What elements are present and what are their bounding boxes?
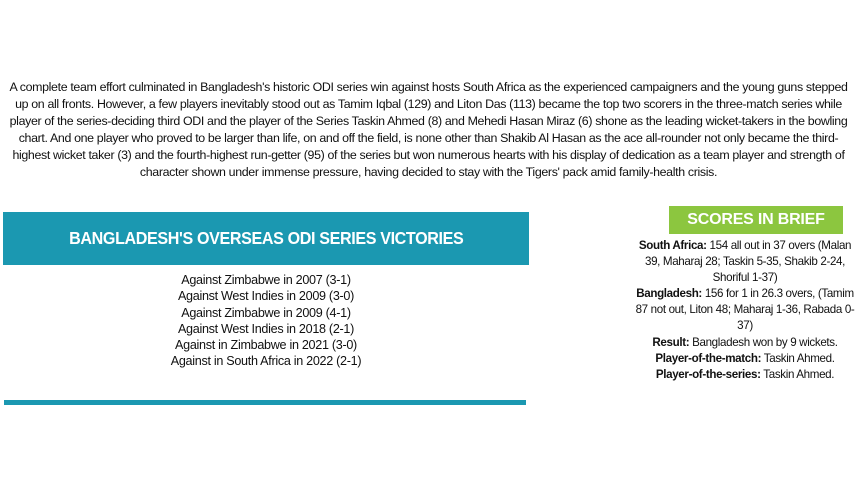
south-africa-label: South Africa:	[638, 239, 707, 252]
result-line	[633, 335, 857, 351]
victories-banner	[3, 212, 529, 265]
scores-title: SCORES IN BRIEF	[687, 211, 825, 228]
scores-body	[633, 238, 857, 383]
player-of-series-text: Taskin Ahmed.	[760, 367, 835, 381]
player-of-match-text: Taskin Ahmed.	[761, 351, 835, 365]
player-of-series-label: Player-of-the-series:	[655, 367, 761, 381]
list-item: Against in Zimbabwe in 2021 (3-0)	[175, 338, 357, 353]
list-item: Against in South Africa in 2022 (2-1)	[170, 354, 362, 369]
intro-paragraph: A complete team effort culminated in Bangladesh's historic ODI series win against hosts South Africa as the experienced campaigners and the young guns stepped up on all fronts. However, a few players inevitably stood out as Tamim Iqbal (129) and Liton Das (113) became the top two scorers in the three-match series while player of the series-deciding third ODI and the player of the Series Taskin Ahmed (8) and Mehedi Hasan Miraz (6) shone as the leading wicket-takers in the bowling chart. And one player who proved to be larger than life, on and off the field, is none other than Shakib Al Hasan as the ace all-rounder not only became the third-highest wicket taker (3) and the fourth-highest run-getter (95) of the series but won numerous hearts with his display of dedication as a team player and strength of character shown under immense pressure, having decided to stay with the Tigers' pack amid family-health crisis.	[9, 80, 848, 179]
victories-divider	[4, 400, 526, 405]
list-item: Against Zimbabwe in 2007 (3-1)	[181, 273, 351, 287]
list-item: Against West Indies in 2018 (2-1)	[177, 321, 355, 336]
bangladesh-label: Bangladesh:	[636, 287, 702, 301]
player-of-series-line	[633, 367, 857, 383]
player-of-match-label: Player-of-the-match:	[655, 351, 762, 365]
south-africa-text: 154 all out in 37 overs (Malan 39, Maharaj 28; Taskin 5-35, Shakib 2-24, Shoriful 1-37)	[644, 239, 852, 285]
list-item: Against West Indies in 2009 (3-0)	[177, 289, 355, 304]
player-of-match-line	[633, 351, 857, 367]
victories-list	[3, 272, 529, 370]
list-item: Against Zimbabwe in 2009 (4-1)	[181, 305, 351, 320]
south-africa-score	[633, 238, 857, 286]
result-label: Result:	[652, 335, 690, 349]
bangladesh-score	[633, 286, 857, 334]
scores-banner	[669, 206, 843, 234]
result-text: Bangladesh won by 9 wickets.	[689, 335, 838, 349]
bangladesh-text: 156 for 1 in 26.3 overs, (Tamim 87 not out, Liton 48; Maharaj 1-36, Rabada 0-37)	[635, 287, 855, 333]
victories-title: BANGLADESH'S OVERSEAS ODI SERIES VICTORIES	[68, 228, 464, 248]
